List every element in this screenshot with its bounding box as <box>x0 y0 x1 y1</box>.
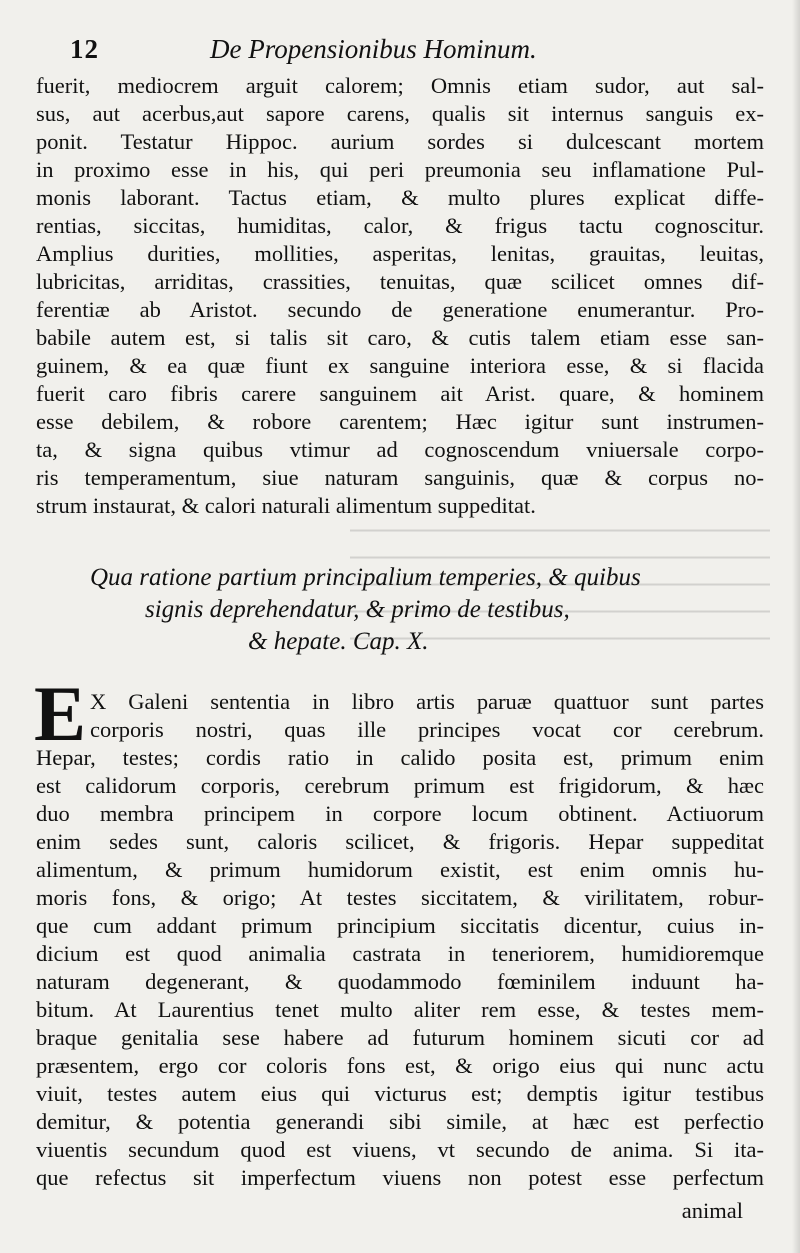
page-number: 12 <box>70 34 99 64</box>
chapter-body-line: enim sedes sunt, caloris scilicet, & frigoris. Hepar suppeditat <box>36 829 764 854</box>
chapter-body-line: alimentum, & primum humidorum existit, est enim omnis hu- <box>36 857 764 882</box>
chapter-body-line: viuit, testes autem eius qui victurus est; demptis igitur testibus <box>36 1081 764 1106</box>
chapter-body-line: corporis nostri, quas ille principes vocat cor cerebrum. <box>90 717 764 742</box>
chapter-body-line: moris fons, & origo; At testes siccitatem, & virilitatem, robur- <box>36 885 764 910</box>
body-line: fuerit caro fibris carere sanguinem ait Arist. quare, & hominem <box>36 381 764 406</box>
chapter-body-line: præsentem, ergo cor coloris fons est, & origo eius qui nunc actu <box>36 1053 764 1078</box>
chapter-body-line: Hepar, testes; cordis ratio in calido posita est, primum enim <box>36 745 764 770</box>
body-line: ta, & signa quibus vtimur ad cognoscendum vniuersale corpo- <box>36 437 764 462</box>
drop-cap: E <box>34 670 87 757</box>
body-line: esse debilem, & robore carentem; Hæc igitur sunt instrumen- <box>36 409 764 434</box>
running-head <box>70 34 760 72</box>
body-line: strum instaurat, & calori naturali alimentum suppeditat. <box>36 493 536 518</box>
running-title: De Propensionibus Hominum. <box>210 34 537 64</box>
chapter-body-line: dicium est quod animalia castrata in teneriorem, humidioremque <box>36 941 764 966</box>
body-line: Amplius durities, mollities, asperitas, lenitas, grauitas, leuitas, <box>36 241 764 266</box>
chapter-body-line: X Galeni sententia in libro artis paruæ quattuor sunt partes <box>90 689 764 714</box>
body-line: lubricitas, arriditas, crassities, tenuitas, quæ scilicet omnes dif- <box>36 269 764 294</box>
body-line: ponit. Testatur Hippoc. aurium sordes si dulcescant mortem <box>36 129 764 154</box>
body-line: babile autem est, si talis sit caro, & cutis talem etiam esse san- <box>36 325 764 350</box>
chapter-body-line: que cum addant primum principium siccitatis dicentur, cuius in- <box>36 913 764 938</box>
chapter-body-line: est calidorum corporis, cerebrum primum est frigidorum, & hæc <box>36 773 764 798</box>
chapter-body-line: que refectus sit imperfectum viuens non potest esse perfectum <box>36 1165 764 1190</box>
chapter-body-line: demitur, & potentia generandi sibi simile, at hæc est perfectio <box>36 1109 764 1134</box>
body-line: in proximo esse in his, qui peri preumonia seu inflamatione Pul- <box>36 157 764 182</box>
body-line: ris temperamentum, siue naturam sanguinis, quæ & corpus no- <box>36 465 764 490</box>
body-line: rentias, siccitas, humiditas, calor, & frigus tactu cognoscitur. <box>36 213 764 238</box>
body-line: fuerit, mediocrem arguit calorem; Omnis etiam sudor, aut sal- <box>36 73 764 98</box>
chapter-body-line: duo membra principem in corpore locum obtinent. Actiuorum <box>36 801 764 826</box>
catchword: animal <box>681 1198 743 1223</box>
page-edge-shadow <box>792 0 800 1253</box>
chapter-body-line: viuentis secundum quod est viuens, vt secundo de anima. Si ita- <box>36 1137 764 1162</box>
chapter-heading-line: & hepate. Cap. X. <box>248 628 429 655</box>
chapter-body-line: braque genitalia sese habere ad futurum hominem sicuti cor ad <box>36 1025 764 1050</box>
chapter-heading-line: Qua ratione partium principalium temperies, & quibus <box>90 564 641 591</box>
chapter-body-line: bitum. At Laurentius tenet multo aliter rem esse, & testes mem- <box>36 997 764 1022</box>
body-line: ferentiæ ab Aristot. secundo de generatione enumerantur. Pro- <box>36 297 764 322</box>
chapter-heading-line: signis deprehendatur, & primo de testibus, <box>145 596 570 623</box>
body-line: sus, aut acerbus,aut sapore carens, qualis sit internus sanguis ex- <box>36 101 764 126</box>
chapter-body-line: naturam degenerant, & quodammodo fœminilem induunt ha- <box>36 969 764 994</box>
body-line: monis laborant. Tactus etiam, & multo plures explicat diffe- <box>36 185 764 210</box>
body-line: guinem, & ea quæ fiunt ex sanguine interiora esse, & si flacida <box>36 353 764 378</box>
